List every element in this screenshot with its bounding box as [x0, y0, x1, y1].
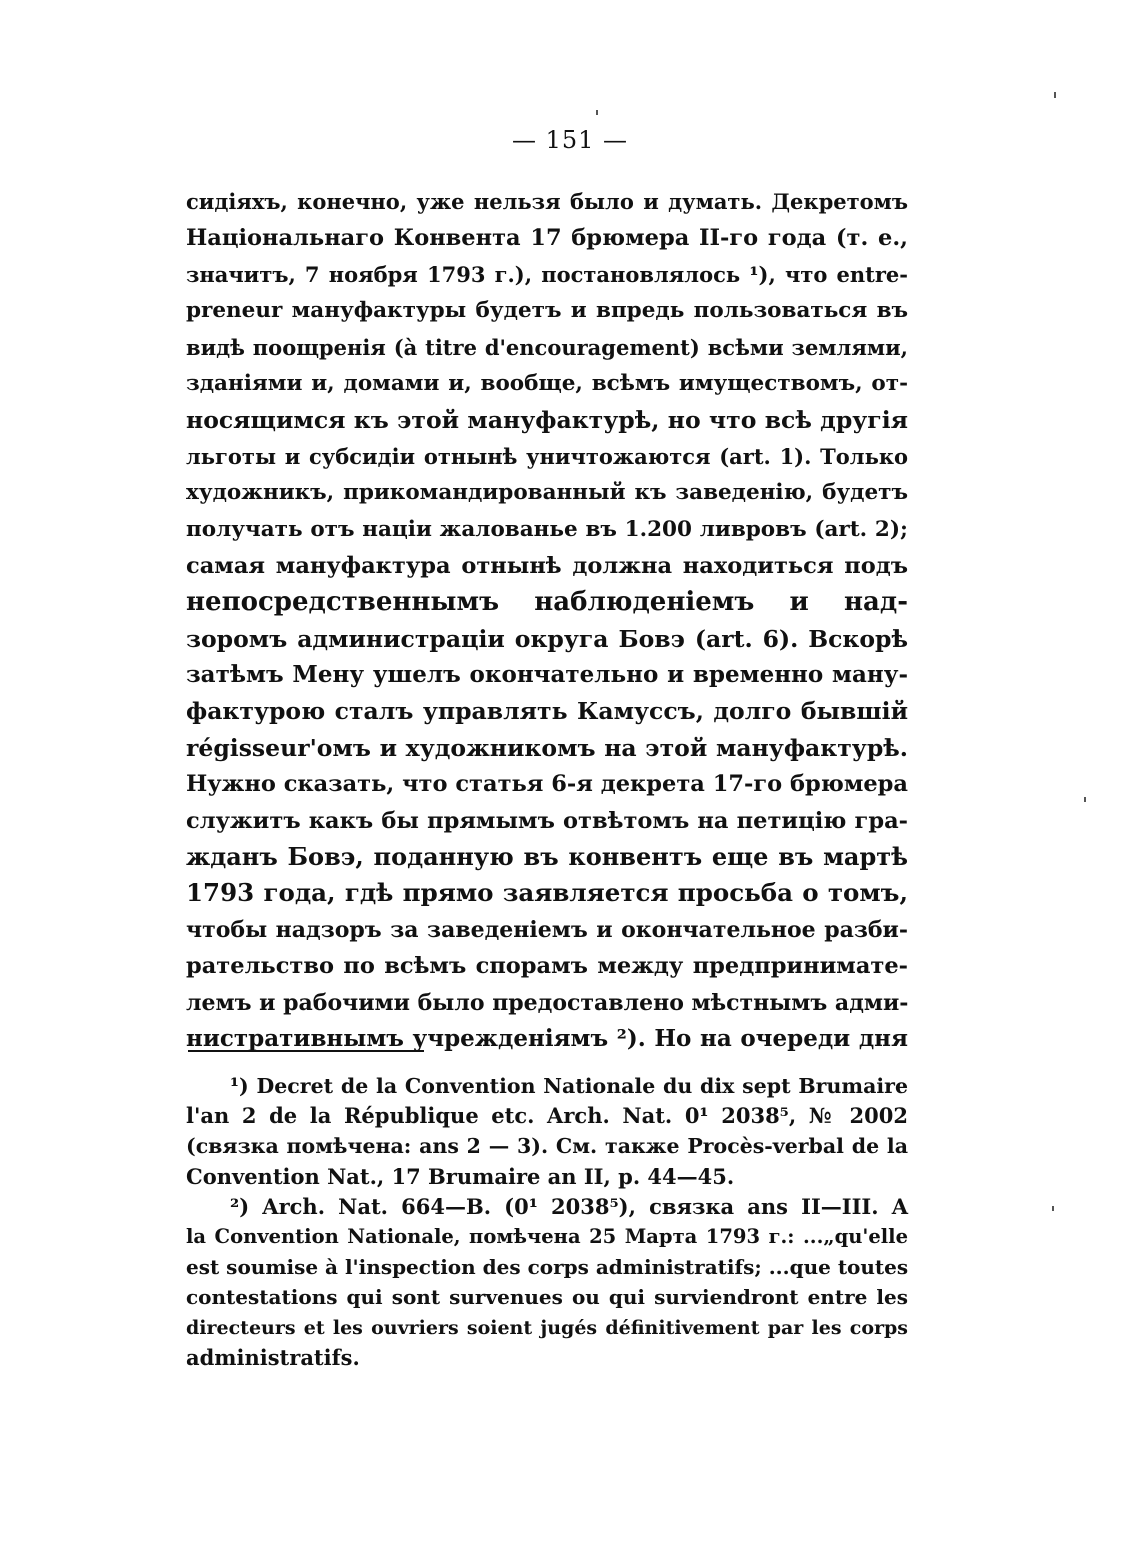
text-line: чтобы надзоръ за заведеніемъ и окончательное разби- [186, 916, 908, 943]
text-line: régisseur'омъ и художникомъ на этой мануфактурѣ. [186, 733, 908, 762]
text-line: непосредственнымъ наблюденіемъ и над- [186, 587, 908, 618]
text-line: служитъ какъ бы прямымъ отвѣтомъ на петицію гра- [186, 807, 908, 834]
page-number: — 151 — [511, 126, 629, 154]
footnote-line: l'an 2 de la République etc. Arch. Nat. 0¹ 2038⁵, № 2002 [186, 1103, 908, 1129]
footnote-line: contestations qui sont survenues ou qui surviendront entre les [186, 1285, 908, 1310]
text-line: 1793 года, гдѣ прямо заявляется просьба о томъ, [186, 878, 908, 908]
footnote-line: ²) Arch. Nat. 664—B. (0¹ 2038⁵), связка ans II—III. A [230, 1193, 908, 1219]
footnote-line: Convention Nat., 17 Brumaire an II, p. 44—45. [186, 1163, 735, 1189]
text-line: нистративнымъ учрежденіямъ ²). Но на очереди дня [186, 1024, 908, 1052]
footnote-line: administratifs. [186, 1344, 360, 1370]
footnote-line: directeurs et les ouvriers soient jugés définitivement par les corps [186, 1316, 908, 1339]
text-line: значитъ, 7 ноября 1793 г.), постановлялось ¹), что entre- [186, 261, 908, 287]
text-line: зоромъ администраціи округа Бовэ (art. 6). Вскорѣ [186, 624, 908, 653]
text-line: лемъ и рабочими было предоставлено мѣстнымъ адми- [186, 989, 909, 1016]
footnote-divider [188, 1050, 424, 1052]
text-line: получать отъ націи жалованье въ 1.200 ливровъ (art. 2); [186, 516, 908, 542]
text-line: самая мануфактура отнынѣ должна находиться подъ [186, 552, 908, 579]
text-line: фактурою сталъ управлять Камуссъ, долго бывшій [186, 697, 908, 726]
text-line: Нужно сказать, что статья 6-я декрета 17-го брюмера [186, 771, 908, 798]
text-line: preneur мануфактуры будетъ и впредь пользоваться въ [186, 298, 908, 324]
text-line: художникъ, прикомандированный къ заведенію, будетъ [186, 480, 908, 506]
footnote-1 [186, 1071, 908, 1192]
text-line: затѣмъ Мену ушелъ окончательно и временно ману- [186, 661, 908, 689]
footnote-line: ¹) Decret de la Convention Nationale du dix sept Brumaire [230, 1074, 908, 1098]
scan-speck [1054, 92, 1056, 98]
text-line: видѣ поощренія (à titre d'encouragement) всѣми землями, [186, 334, 908, 360]
text-line: Національнаго Конвента 17 брюмера II-го года (т. е., [186, 225, 908, 252]
text-line: сидіяхъ, конечно, уже нельзя было и думать. Декретомъ [186, 189, 908, 214]
scan-speck [596, 110, 598, 115]
text-line: носящимся къ этой мануфактурѣ, но что всѣ другія [186, 406, 908, 435]
footnote-line: (связка помѣчена: ans 2 — 3). См. также Procès-verbal de la [186, 1134, 908, 1159]
text-line: льготы и субсидіи отнынѣ уничтожаются (art. 1). Только [186, 443, 908, 469]
text-line: жданъ Бовэ, поданную въ конвентъ еще въ мартѣ [186, 842, 908, 872]
footnotes-block [186, 1071, 908, 1373]
footnote-line: la Convention Nationale, помѣчена 25 Марта 1793 г.: ...„qu'elle [186, 1224, 908, 1248]
text-line: зданіями и, домами и, вообще, всѣмъ имуществомъ, от- [186, 370, 908, 396]
footnote-line: est soumise à l'inspection des corps administratifs; ...que toutes [186, 1255, 909, 1280]
scan-speck [1052, 1206, 1054, 1211]
text-line: рательство по всѣмъ спорамъ между предпринимате- [186, 953, 908, 980]
scan-speck [1084, 797, 1086, 802]
main-text-block [186, 184, 908, 1057]
footnote-2 [186, 1192, 908, 1373]
